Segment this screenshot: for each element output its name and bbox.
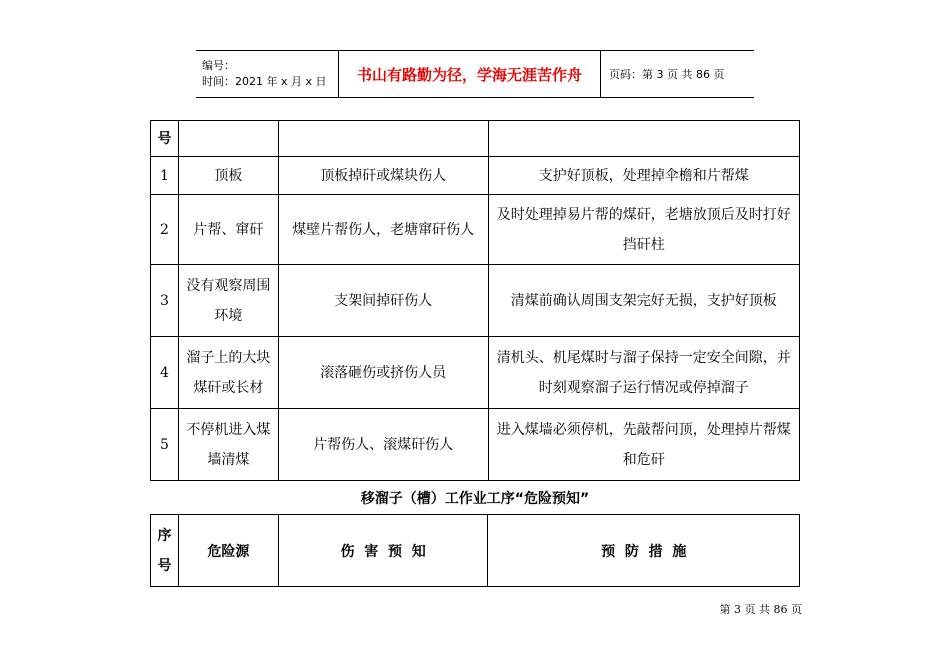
prevention-measure: 进入煤墙必须停机，先敲帮问顶，处理掉片帮煤和危矸 [488,409,799,481]
hazard-table [150,120,800,481]
hazard-prediction: 煤壁片帮伤人，老塘窜矸伤人 [278,195,488,265]
header-cell-measure: 预 防 措 施 [488,515,800,587]
header-cell: 号 [151,121,179,157]
header-cell [278,121,488,157]
hazard-table-2 [150,514,800,587]
hazard-source: 片帮、窜矸 [178,195,278,265]
row-number: 1 [151,157,179,195]
section-title: 移溜子（槽）工作业工序“危险预知” [360,491,590,507]
page-header [196,50,754,98]
hazard-prediction: 支架间掉矸伤人 [278,265,488,337]
row-number: 2 [151,195,179,265]
header-no-text: 序号 [157,527,172,574]
hazard-source: 顶板 [178,157,278,195]
hazard-prediction: 滚落砸伤或挤伤人员 [278,337,488,409]
prevention-measure: 及时处理掉易片帮的煤矸，老塘放顶后及时打好挡矸柱 [488,195,799,265]
row-number: 4 [151,337,179,409]
prevention-measure: 清机头、机尾煤时与溜子保持一定安全间隙，并时刻观察溜子运行情况或停掉溜子 [488,337,799,409]
page-footer: 第 3 页 共 86 页 [719,603,802,616]
hazard-source: 不停机进入煤墙清煤 [178,409,278,481]
header-cell [488,121,799,157]
prevention-measure: 清煤前确认周围支架完好无损，支护好顶板 [488,265,799,337]
header-cell-no [151,515,179,587]
hazard-prediction: 片帮伤人、滚煤矸伤人 [278,409,488,481]
header-cell-hazard: 伤 害 预 知 [278,515,488,587]
row-number: 3 [151,265,179,337]
header-cell-source: 危险源 [178,515,278,587]
table-row [151,409,800,481]
time-label: 时间：2021 年 x 月 x 日 [202,75,327,88]
table-header-row [151,515,800,587]
header-cell [178,121,278,157]
hazard-source: 溜子上的大块煤矸或长材 [178,337,278,409]
table-header-row [151,121,800,157]
motto: 书山有路勤为径，学海无涯苦作舟 [339,51,601,97]
table-row [151,337,800,409]
table-row [151,195,800,265]
table-row [151,157,800,195]
header-meta [196,51,339,97]
number-label: 编号： [202,59,235,72]
hazard-source: 没有观察周围环境 [178,265,278,337]
row-number: 5 [151,409,179,481]
page-code: 页码：第 3 页 共 86 页 [609,68,725,81]
table-row [151,265,800,337]
hazard-prediction: 顶板掉矸或煤块伤人 [278,157,488,195]
prevention-measure: 支护好顶板，处理掉伞檐和片帮煤 [488,157,799,195]
